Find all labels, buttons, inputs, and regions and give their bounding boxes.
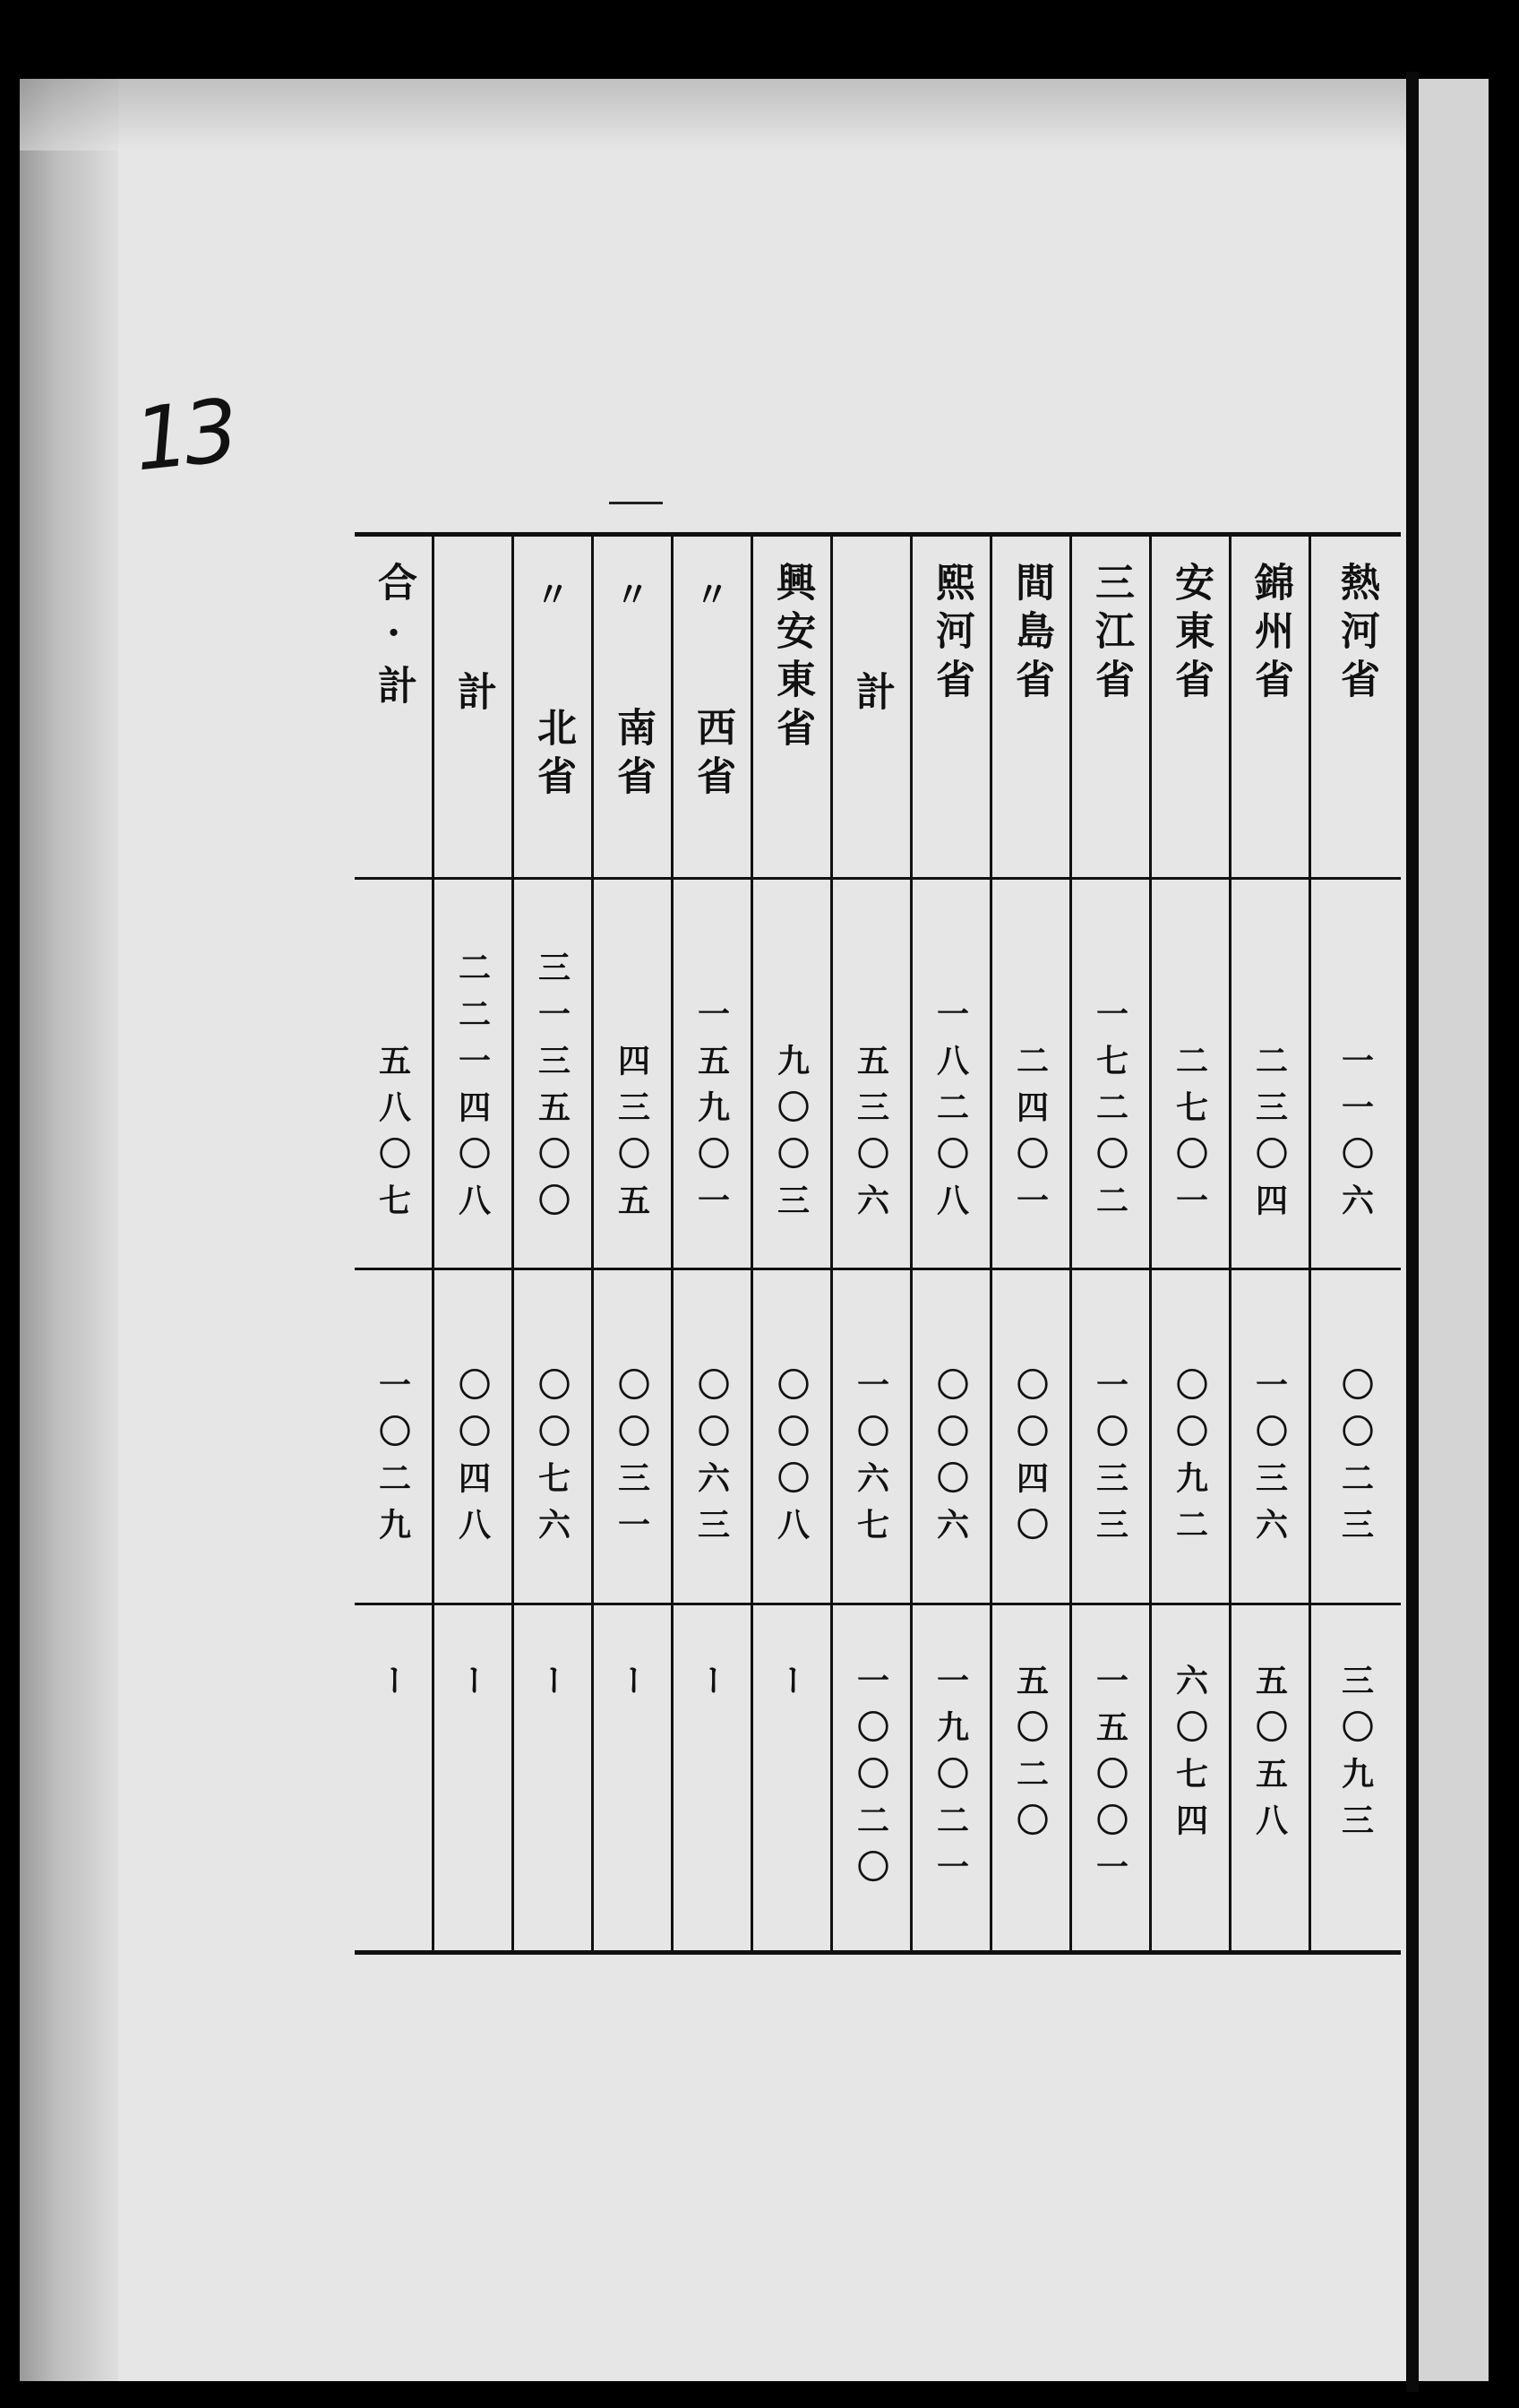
value: 三〇九三 [1336, 1664, 1375, 1850]
data-cell [434, 1604, 511, 1950]
column-subtotal-2 [434, 537, 514, 1950]
data-cell [594, 1269, 671, 1605]
data-cell [514, 1604, 591, 1950]
data-cell [1311, 879, 1401, 1270]
header-label: 安東省 [1168, 562, 1214, 707]
data-cell [992, 1604, 1069, 1950]
value: ー [613, 1664, 651, 1710]
data-cell [753, 1604, 830, 1950]
data-cell [1232, 1269, 1309, 1605]
data-cell [913, 1269, 990, 1605]
header-label: 北省 [530, 707, 576, 804]
header-label: 熙河省 [929, 562, 974, 707]
value: 一八二〇八 [931, 997, 970, 1230]
data-cell [355, 1604, 432, 1950]
value: 〇〇四八 [453, 1368, 492, 1554]
data-cell [674, 879, 751, 1270]
data-cell [913, 1604, 990, 1950]
value: 二七〇一 [1171, 1044, 1209, 1230]
page-shadow-top [20, 79, 1489, 150]
value: 一五九〇一 [692, 997, 731, 1230]
header-cell [1311, 537, 1401, 880]
ditto-mark: 〃 [535, 574, 571, 615]
value: 一五〇〇一 [1091, 1664, 1129, 1896]
column-sanjiang [1072, 537, 1152, 1950]
data-cell [674, 1269, 751, 1605]
value: 六〇七四 [1171, 1664, 1209, 1850]
data-cell [434, 1269, 511, 1605]
data-cell [1232, 1604, 1309, 1950]
value: 五八〇七 [373, 1044, 412, 1230]
header-label: 計 [849, 671, 895, 719]
value: 〇〇三一 [613, 1368, 651, 1554]
header-label: 三江省 [1088, 562, 1134, 707]
data-cell [1072, 879, 1149, 1270]
value: 〇〇〇六 [931, 1368, 970, 1554]
page-shadow-left [20, 79, 118, 2381]
data-cell [1311, 1269, 1401, 1605]
binding-spine [1406, 72, 1419, 2392]
value: 二三〇四 [1250, 1044, 1289, 1230]
value: 三一三五〇〇 [533, 950, 571, 1230]
header-label: 計 [451, 671, 496, 719]
data-cell [674, 1604, 751, 1950]
print-mark [609, 502, 663, 504]
value: 二四〇一 [1011, 1044, 1050, 1230]
value: 一〇三六 [1250, 1368, 1289, 1554]
column-subtotal-1 [833, 537, 913, 1950]
value: 一〇三三 [1091, 1368, 1129, 1554]
value: ー [692, 1664, 731, 1710]
column-xingan-east [753, 537, 833, 1950]
header-cell [594, 537, 671, 880]
header-cell [674, 537, 751, 880]
data-cell [833, 1604, 910, 1950]
value: 一〇二九 [373, 1368, 412, 1554]
column-jiandao [992, 537, 1072, 1950]
header-cell [1072, 537, 1149, 880]
data-cell [1232, 879, 1309, 1270]
value: 一〇六七 [852, 1368, 890, 1554]
data-cell [753, 1269, 830, 1605]
header-label: 熱河省 [1334, 562, 1379, 707]
ditto-mark: 〃 [694, 574, 730, 615]
value: 四三〇五 [613, 1044, 651, 1230]
header-label: 西省 [690, 707, 735, 804]
data-cell [753, 879, 830, 1270]
header-cell [753, 537, 830, 880]
data-cell [594, 879, 671, 1270]
value: 一一〇六 [1336, 1044, 1375, 1230]
data-cell [355, 1269, 432, 1605]
data-cell [913, 879, 990, 1270]
data-cell [833, 1269, 910, 1605]
value: 〇〇七六 [533, 1368, 571, 1554]
column-xingan-west [674, 537, 753, 1950]
value: 五〇二〇 [1011, 1664, 1050, 1850]
value: 二二一四〇八 [453, 950, 492, 1230]
value: ー [453, 1664, 492, 1710]
header-cell [1232, 537, 1309, 880]
data-cell [594, 1604, 671, 1950]
column-jinzhou [1232, 537, 1311, 1950]
header-label: 錦州省 [1248, 562, 1293, 707]
value: ー [373, 1664, 412, 1710]
value: 五〇五八 [1250, 1664, 1289, 1850]
value: ー [533, 1664, 571, 1710]
column-xihe [913, 537, 992, 1950]
value: 〇〇四〇 [1011, 1368, 1050, 1554]
data-cell [1072, 1604, 1149, 1950]
value: 一七二〇二 [1091, 997, 1129, 1230]
header-label: 間島省 [1008, 562, 1054, 707]
column-xingan-north [514, 537, 594, 1950]
column-xingan-south [594, 537, 674, 1950]
page-number: 13 [129, 380, 238, 491]
header-cell [355, 537, 432, 880]
data-cell [434, 879, 511, 1270]
value: 一九〇二一 [931, 1664, 970, 1896]
header-cell [833, 537, 910, 880]
header-cell [514, 537, 591, 880]
value: 〇〇〇八 [772, 1368, 811, 1554]
value: ー [772, 1664, 811, 1710]
value: 九〇〇三 [772, 1044, 811, 1230]
column-rehe [1311, 537, 1401, 1950]
data-cell [1072, 1269, 1149, 1605]
column-grand-total [355, 537, 434, 1950]
header-label: 南省 [610, 707, 656, 804]
data-cell [992, 879, 1069, 1270]
value: 〇〇六三 [692, 1368, 731, 1554]
value: 一〇〇二〇 [852, 1664, 890, 1896]
next-page-edge [1419, 79, 1489, 2381]
data-cell [1152, 1604, 1229, 1950]
header-cell [434, 537, 511, 880]
data-cell [1311, 1604, 1401, 1950]
data-cell [833, 879, 910, 1270]
data-cell [992, 1269, 1069, 1605]
header-cell [913, 537, 990, 880]
data-cell [514, 1269, 591, 1605]
header-cell [992, 537, 1069, 880]
data-cell [355, 879, 432, 1270]
header-label: 興安東省 [769, 562, 815, 755]
header-label: 合·計 [371, 562, 416, 713]
header-cell [1152, 537, 1229, 880]
data-cell [1152, 1269, 1229, 1605]
column-andong [1152, 537, 1232, 1950]
value: 〇〇二三 [1336, 1368, 1375, 1554]
ditto-mark: 〃 [614, 574, 650, 615]
data-cell [514, 879, 591, 1270]
value: 〇〇九二 [1171, 1368, 1209, 1554]
value: 五三〇六 [852, 1044, 890, 1230]
statistics-table [355, 532, 1401, 1955]
data-cell [1152, 879, 1229, 1270]
